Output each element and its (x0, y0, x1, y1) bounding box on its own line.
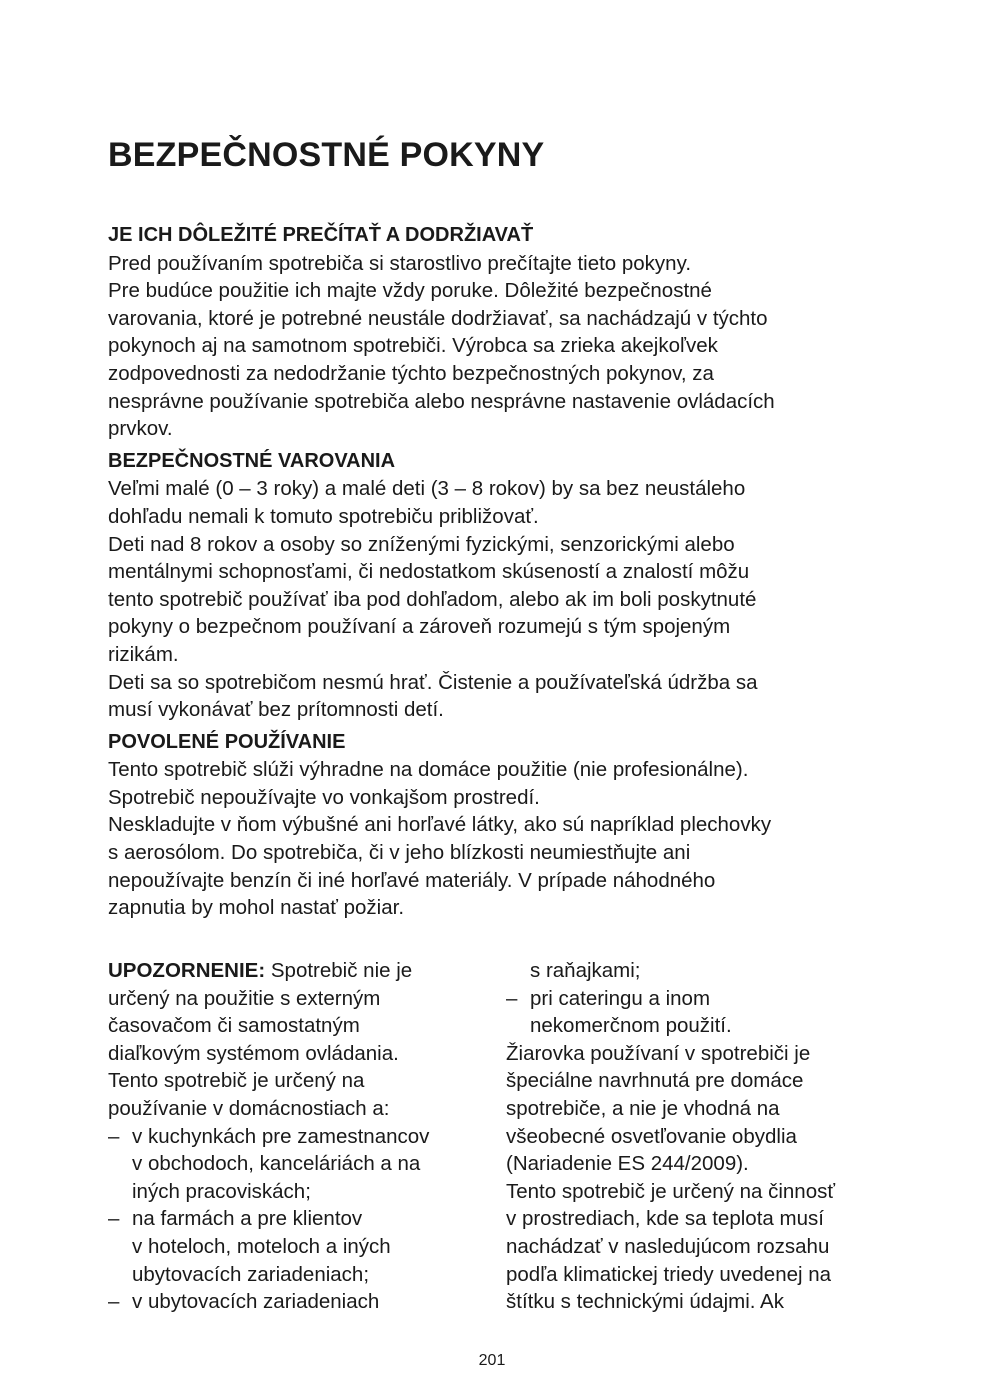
warning-text: Spotrebič nie je (265, 959, 413, 982)
column-line: diaľkovým systémom ovládania. (108, 1041, 399, 1065)
paragraph-line: musí vykonávať bez prítomnosti detí. (108, 698, 444, 722)
dash-bullet: – (108, 1207, 120, 1231)
paragraph-line: pokyny o bezpečnom používaní a zároveň rozumejú s tým spojeným (108, 615, 731, 639)
column-line: spotrebiče, a nie je vhodná na (506, 1096, 780, 1120)
list-item-line: pri cateringu a inom (530, 986, 711, 1010)
list-item-line: ubytovacích zariadeniach; (132, 1262, 370, 1286)
column-line: špeciálne navrhnutá pre domáce (506, 1069, 804, 1093)
right-column (506, 957, 886, 1316)
left-column (108, 957, 483, 1316)
list-item-line: nekomerčnom použití. (530, 1014, 732, 1038)
list-item-line: v ubytovacích zariadeniach (132, 1290, 380, 1314)
paragraph-line: Deti sa so spotrebičom nesmú hrať. Čistenie a používateľská údržba sa (108, 670, 758, 694)
main-text (108, 222, 888, 922)
list-item-line: na farmách a pre klientov (132, 1207, 363, 1231)
list-item-line: v hoteloch, moteloch a iných (132, 1234, 391, 1258)
paragraph-line: Veľmi malé (0 – 3 roky) a malé deti (3 – 8 rokov) by sa bez neustáleho (108, 477, 746, 501)
list-item (108, 1123, 483, 1206)
column-line: v prostrediach, kde sa teplota musí (506, 1207, 824, 1231)
column-line: používanie v domácnostiach a: (108, 1096, 390, 1120)
column-line: Tento spotrebič je určený na činnosť (506, 1179, 836, 1203)
column-line: určený na použitie s externým (108, 986, 381, 1010)
paragraph-line: nesprávne používanie spotrebiča alebo nesprávne nastavenie ovládacích (108, 389, 775, 413)
paragraph-line: tento spotrebič používať iba pod dohľadom, alebo ak im boli poskytnuté (108, 587, 757, 611)
column-line: Tento spotrebič je určený na (108, 1069, 365, 1093)
column-line: časovačom či samostatným (108, 1014, 360, 1038)
list-item (108, 1205, 483, 1288)
section-heading-safety-warnings: BEZPEČNOSTNÉ VAROVANIA (108, 449, 396, 472)
section-heading-permitted-use: POVOLENÉ POUŽÍVANIE (108, 730, 346, 753)
list-item (108, 1288, 483, 1316)
list-item-line: v obchodoch, kanceláriách a na (132, 1152, 421, 1176)
dash-bullet: – (108, 1124, 120, 1148)
column-line: štítku s technickými údajmi. Ak (506, 1290, 784, 1314)
paragraph-line: s aerosólom. Do spotrebiča, či v jeho blízkosti neumiestňujte ani (108, 841, 691, 865)
paragraph-line: Spotrebič nepoužívajte vo vonkajšom prostredí. (108, 785, 540, 809)
column-line: všeobecné osvetľovanie obydlia (506, 1124, 797, 1148)
dash-bullet: – (506, 986, 518, 1010)
list-item-line: v kuchynkách pre zamestnancov (132, 1124, 430, 1148)
paragraph-line: rizikám. (108, 642, 179, 666)
paragraph-line: Tento spotrebič slúži výhradne na domáce použitie (nie profesionálne). (108, 758, 749, 782)
paragraph-line: Neskladujte v ňom výbušné ani horľavé látky, ako sú napríklad plechovky (108, 813, 772, 837)
list-item (506, 985, 886, 1040)
column-line: (Nariadenie ES 244/2009). (506, 1152, 749, 1176)
list-item-continuation: s raňajkami; (530, 959, 641, 982)
warning-label: UPOZORNENIE: (108, 959, 266, 982)
paragraph-line: dohľadu nemali k tomuto spotrebiču približovať. (108, 504, 539, 528)
dash-bullet: – (108, 1290, 120, 1314)
paragraph-line: varovania, ktoré je potrebné neustále dodržiavať, sa nachádzajú v týchto (108, 306, 768, 330)
page-title: BEZPEČNOSTNÉ POKYNY (108, 136, 545, 174)
paragraph-line: mentálnymi schopnosťami, či nedostatkom skúseností a znalostí môžu (108, 560, 750, 584)
paragraph-line: Deti nad 8 rokov a osoby so zníženými fyzickými, senzorickými alebo (108, 532, 735, 556)
paragraph-line: nepoužívajte benzín či iné horľavé materiály. V prípade náhodného (108, 868, 716, 892)
paragraph-line: zodpovednosti za nedodržanie týchto bezpečnostných pokynov, za (108, 361, 714, 385)
column-line: nachádzať v nasledujúcom rozsahu (506, 1234, 830, 1258)
paragraph-line: Pre budúce použitie ich majte vždy poruke. Dôležité bezpečnostné (108, 279, 712, 303)
paragraph-line: Pred používaním spotrebiča si starostlivo prečítajte tieto pokyny. (108, 251, 692, 275)
section-heading-read-and-follow: JE ICH DÔLEŽITÉ PREČÍTAŤ A DODRŽIAVAŤ (108, 224, 534, 246)
list-item-line: iných pracoviskách; (132, 1179, 311, 1203)
paragraph-line: pokynoch aj na samotnom spotrebiči. Výrobca sa zrieka akejkoľvek (108, 334, 718, 358)
column-line: podľa klimatickej triedy uvedenej na (506, 1262, 832, 1286)
warning-line (108, 957, 483, 985)
page-number: 201 (478, 1352, 506, 1369)
paragraph-line: prvkov. (108, 417, 173, 441)
paragraph-line: zapnutia by mohol nastať požiar. (108, 896, 405, 920)
column-line: Žiarovka používaní v spotrebiči je (506, 1041, 811, 1065)
